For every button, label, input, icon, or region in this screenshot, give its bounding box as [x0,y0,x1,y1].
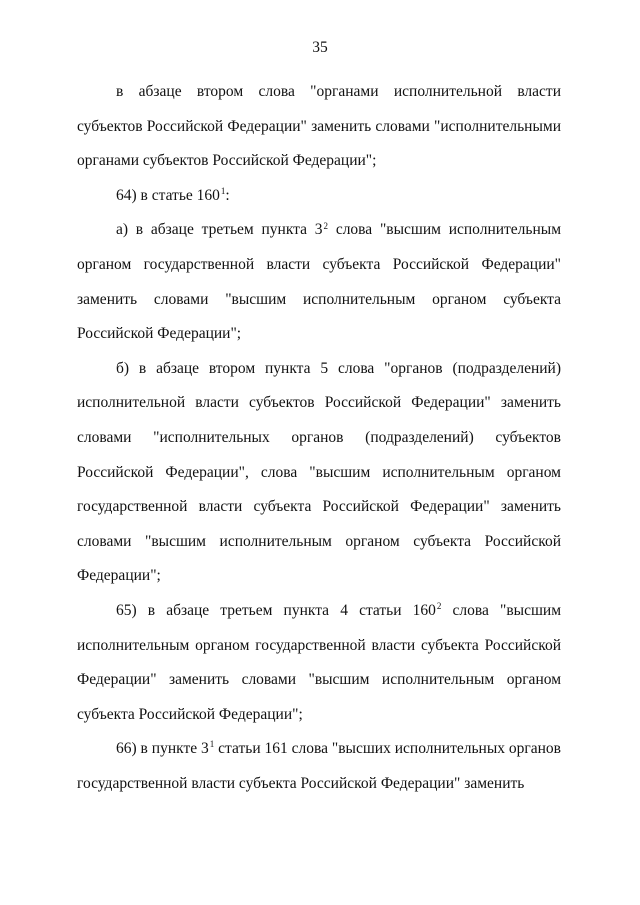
superscript: 2 [323,220,329,231]
paragraph-text: статьи 161 слова "высших исполнительных органов государственной власти субъекта Российской Федерации" заменить [77,740,561,792]
superscript: 1 [209,739,215,750]
superscript: 2 [436,601,442,612]
paragraph-4 [77,352,561,594]
paragraph-text: 65) в абзаце третьем пункта 4 статьи 160 [116,601,436,619]
paragraph-text: в абзаце втором слова "органами исполнительной власти субъектов Российской Федерации" заменить словами "исполнительными органами субъектов Российской Федерации"; [77,83,561,170]
paragraph-2 [77,179,561,214]
paragraph-text: 64) в статье 160 [116,186,220,204]
paragraph-5 [77,594,561,732]
document-body [77,75,561,801]
paragraph-text: б) в абзаце втором пункта 5 слова "органов (подразделений) исполнительной власти субъектов Российской Федерации" заменить словами "исполнительных органов (подразделений) субъектов Российской Федерации", слова "высшим исполнительным органом государственной власти субъекта Российской Федерации" заменить словами "высшим исполнительным органом субъекта Российской Федерации"; [77,359,561,585]
paragraph-6 [77,732,561,801]
paragraph-text: слова "высшим исполнительным органом государственной власти субъекта Российской Федерации" заменить словами "высшим исполнительным органом субъекта Российской Федерации"; [77,601,561,723]
paragraph-text: : [225,186,230,204]
paragraph-text: 66) в пункте 3 [116,740,209,758]
paragraph-text: слова "высшим исполнительным органом государственной власти субъекта Российской Федерации" заменить словами "высшим исполнительным органом субъекта Российской Федерации"; [77,221,562,343]
paragraph-3 [77,213,561,351]
paragraph-text: а) в абзаце третьем пункта 3 [116,221,323,239]
page-number: 35 [312,39,328,56]
paragraph-1 [77,75,561,179]
superscript: 1 [220,185,226,196]
